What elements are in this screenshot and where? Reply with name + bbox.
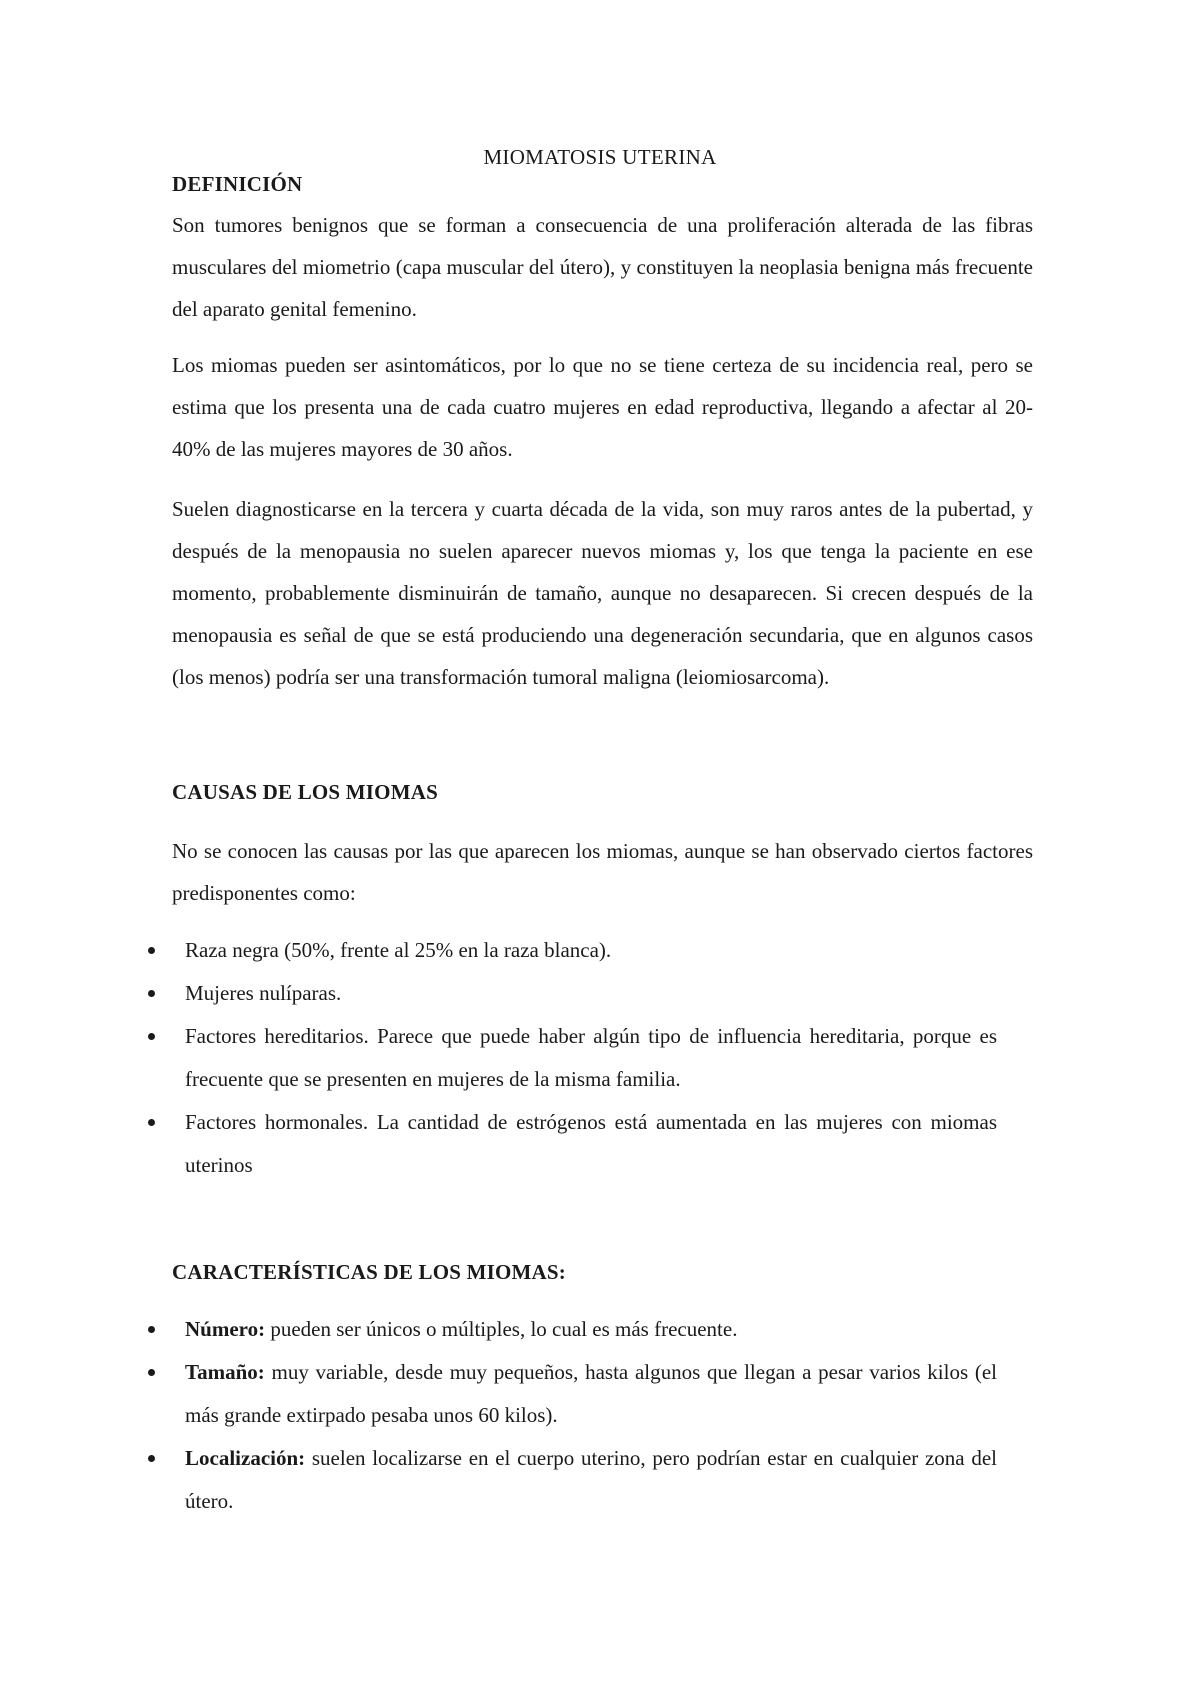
- heading-definicion: DEFINICIÓN: [172, 172, 303, 196]
- list-item-body: muy variable, desde muy pequeños, hasta algunos que llegan a pesar varios kilos (el más grande extirpado pesaba unos 60 kilos).: [185, 1360, 997, 1427]
- paragraph-definicion-3: Suelen diagnosticarse en la tercera y cuarta década de la vida, son muy raros antes de la pubertad, y después de la menopausia no suelen aparecer nuevos miomas y, los que tenga la paciente en ese momento, probablemente disminuirán de tamaño, aunque no desaparecen. Si crecen después de la menopausia es señal de que se está produciendo una degeneración secundaria, que en algunos casos (los menos) podría ser una transformación tumoral maligna (leiomiosarcoma).: [172, 497, 1033, 689]
- paragraph-definicion-1: Son tumores benignos que se forman a consecuencia de una proliferación alterada de las fibras musculares del miometrio (capa muscular del útero), y constituyen la neoplasia benigna más frecuente del aparato genital femenino.: [172, 213, 1033, 321]
- list-item-label: Tamaño:: [185, 1360, 265, 1384]
- list-item: [185, 1351, 997, 1437]
- list-item-text: [185, 1308, 997, 1351]
- list-item-text: Factores hereditarios. Parece que puede haber algún tipo de influencia hereditaria, porque es frecuente que se presenten en mujeres de la misma familia.: [185, 1024, 997, 1091]
- list-item-text: Factores hormonales. La cantidad de estrógenos está aumentada en las mujeres con miomas uterinos: [185, 1110, 997, 1177]
- list-item: [185, 1308, 997, 1351]
- list-item: [185, 1437, 997, 1523]
- heading-caracteristicas: CARACTERÍSTICAS DE LOS MIOMAS:: [172, 1260, 566, 1284]
- list-item: [185, 1101, 997, 1187]
- list-item-text: [185, 1351, 997, 1437]
- bullet-icon: [148, 990, 155, 997]
- list-item-label: Localización:: [185, 1446, 306, 1470]
- bullet-icon: [148, 1455, 155, 1462]
- list-item: [185, 929, 997, 972]
- document-title: MIOMATOSIS UTERINA: [483, 145, 717, 169]
- bullet-icon: [148, 1033, 155, 1040]
- list-item-label: Número:: [185, 1317, 266, 1341]
- paragraph-causas-intro: No se conocen las causas por las que aparecen los miomas, aunque se han observado ciertos factores predisponentes como:: [172, 839, 1033, 905]
- causas-list: [0, 929, 997, 1187]
- caracteristicas-list: [0, 1308, 997, 1523]
- list-item-text: Raza negra (50%, frente al 25% en la raza blanca).: [185, 938, 612, 962]
- list-item-text: [185, 1437, 997, 1523]
- paragraph-definicion-2: Los miomas pueden ser asintomáticos, por lo que no se tiene certeza de su incidencia real, pero se estima que los presenta una de cada cuatro mujeres en edad reproductiva, llegando a afectar al 20-40% de las mujeres mayores de 30 años.: [172, 353, 1033, 461]
- list-item-text: Mujeres nulíparas.: [185, 981, 342, 1005]
- list-item: [185, 1015, 997, 1101]
- list-item: [185, 972, 997, 1015]
- bullet-icon: [148, 1369, 155, 1376]
- bullet-icon: [148, 1119, 155, 1126]
- bullet-icon: [148, 1326, 155, 1333]
- bullet-icon: [148, 947, 155, 954]
- list-item-body: suelen localizarse en el cuerpo uterino, pero podrían estar en cualquier zona del útero.: [185, 1446, 997, 1513]
- heading-causas: CAUSAS DE LOS MIOMAS: [172, 780, 438, 804]
- list-item-body: pueden ser únicos o múltiples, lo cual es más frecuente.: [265, 1317, 738, 1341]
